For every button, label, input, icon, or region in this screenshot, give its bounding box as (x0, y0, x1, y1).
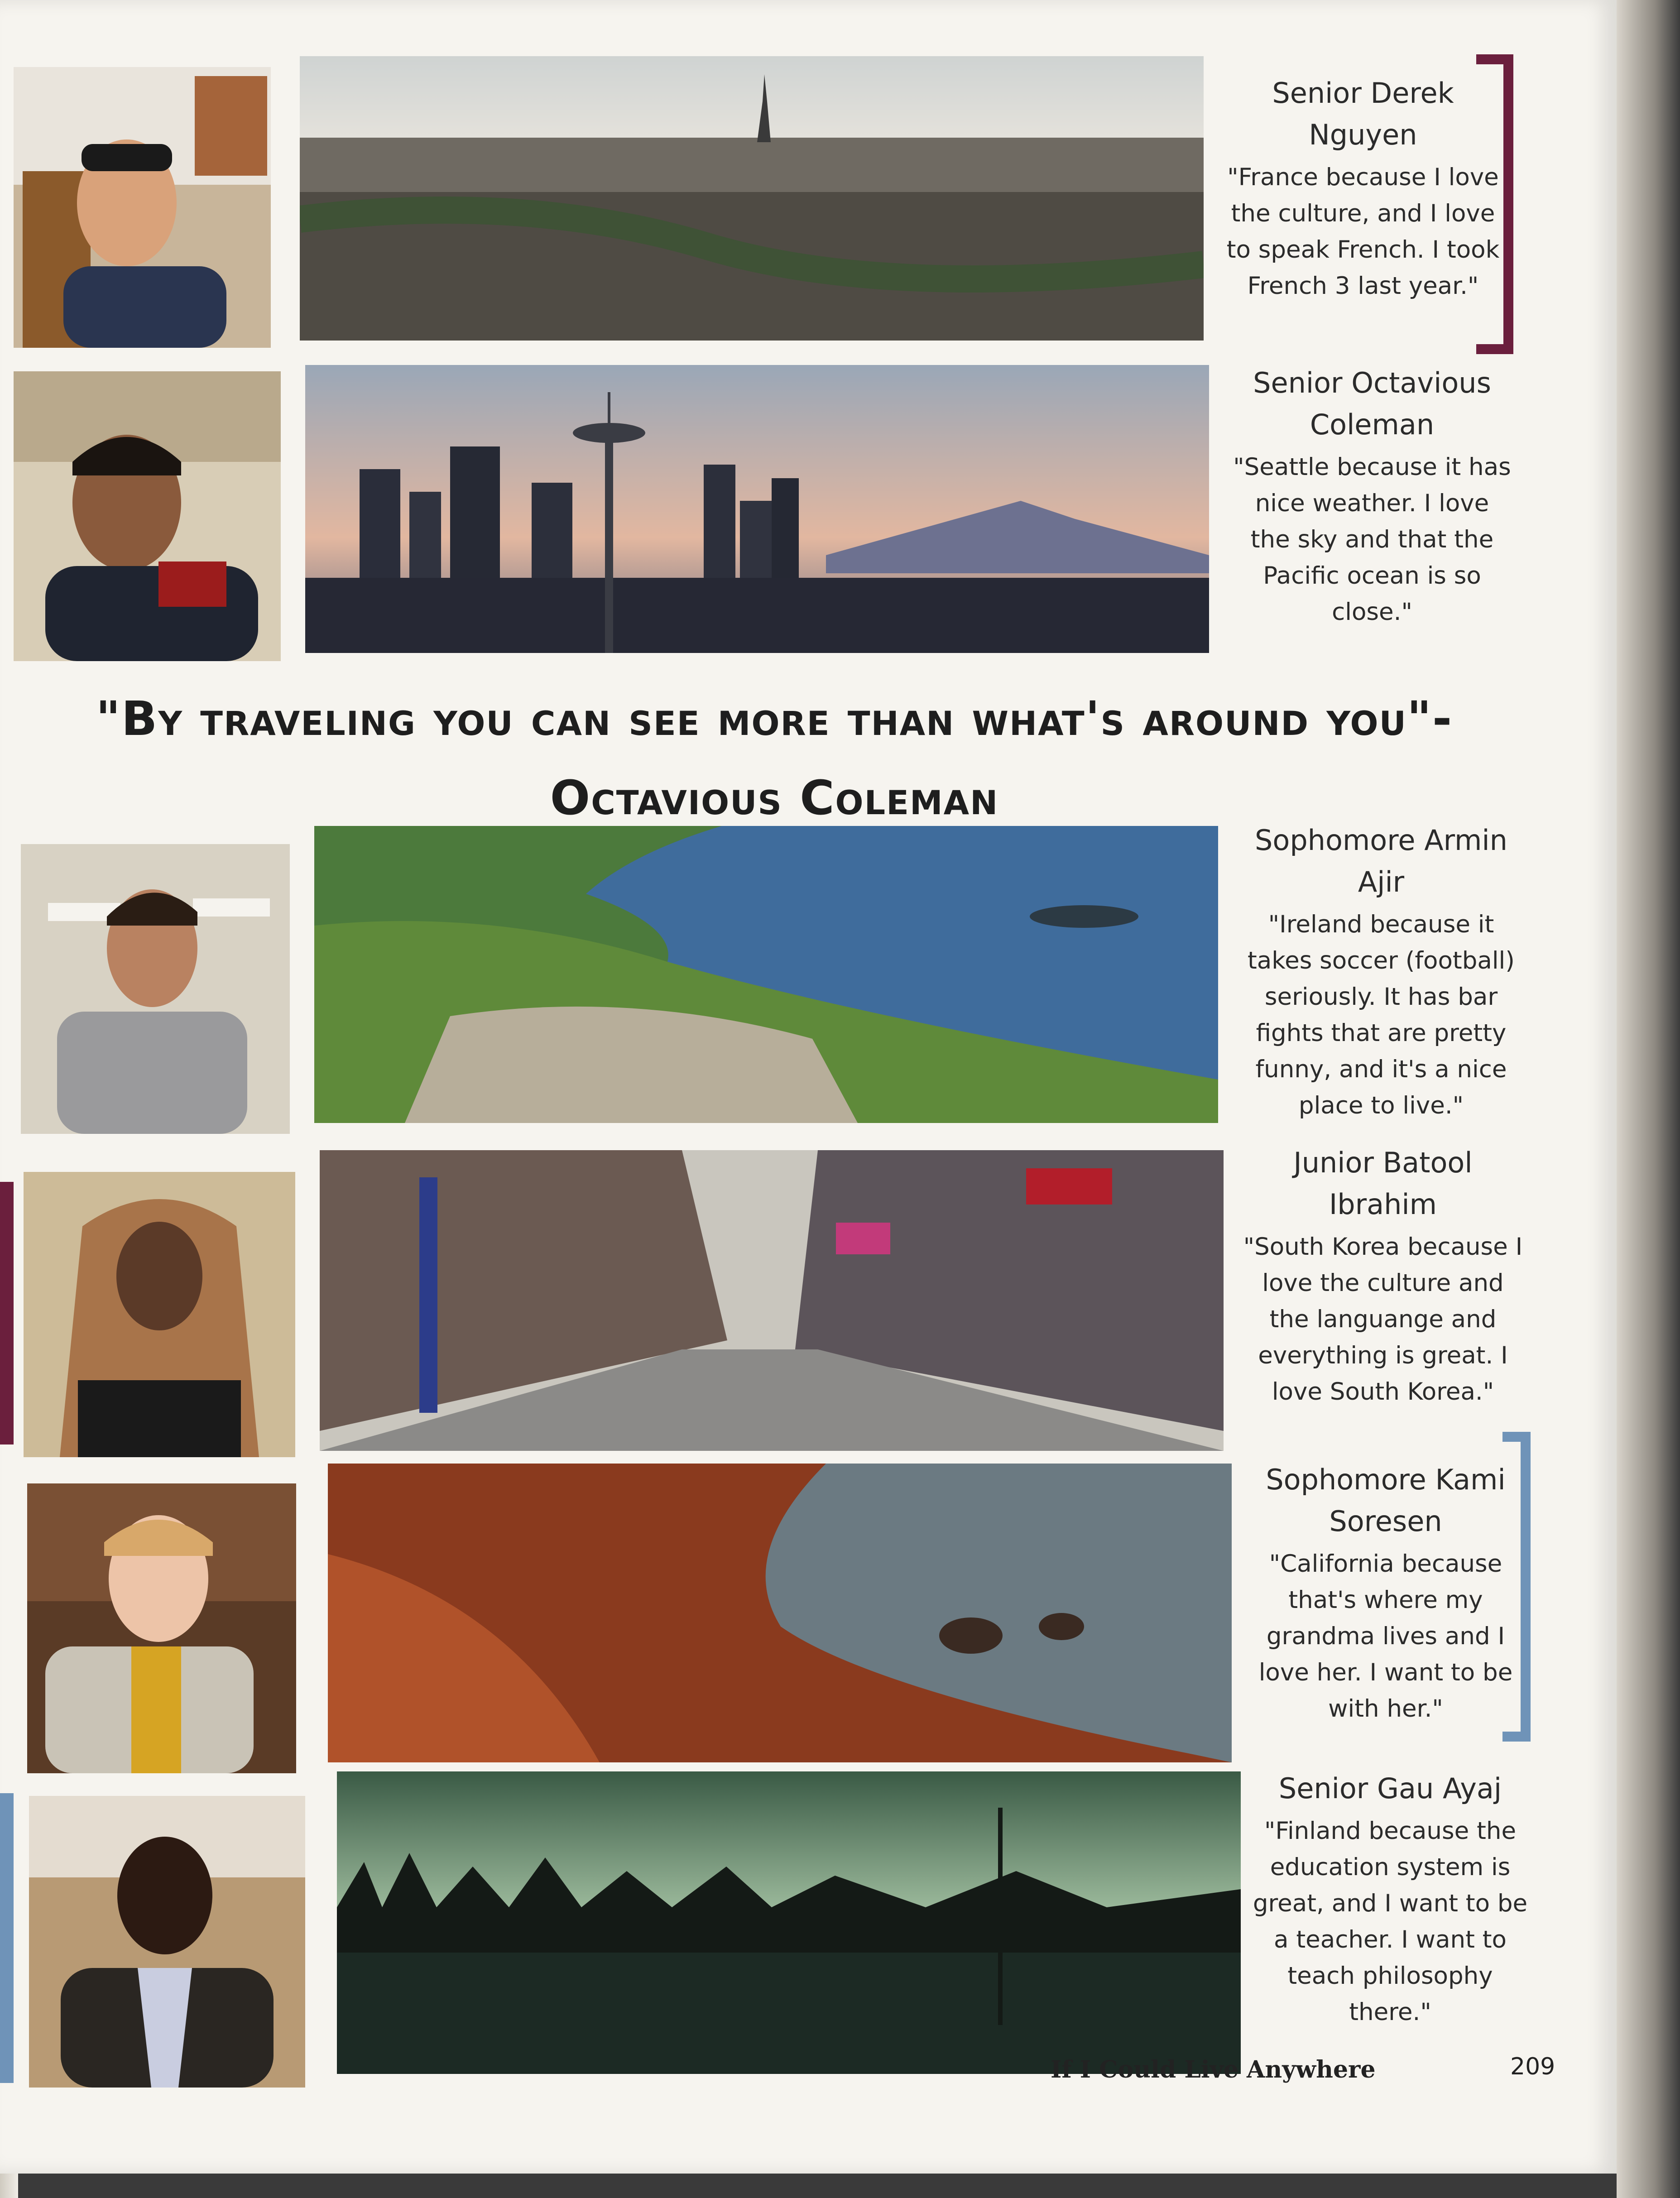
student-quote: "Ireland because it takes soccer (football) seriously. It has bar fights that are pretty funny, and it's a nice place to live." (1248, 911, 1515, 1119)
student-name: Senior Gau Ayaj (1278, 1772, 1502, 1805)
student-portrait-icon (24, 1172, 295, 1457)
scene-paris (300, 56, 1204, 341)
page-number: 209 (1510, 2053, 1555, 2080)
portrait-batool-ibrahim (24, 1172, 295, 1457)
portrait-kami-soresen (27, 1483, 296, 1773)
student-name: Sophomore Armin Ajir (1255, 824, 1507, 898)
page-edge (1617, 0, 1680, 2198)
student-portrait-icon (14, 371, 281, 661)
caption-kami-soresen (1245, 1459, 1526, 1727)
student-quote: "France because I love the culture, and I love to speak French. I took French 3 last year." (1226, 163, 1500, 300)
caption-armin-ajir (1241, 820, 1522, 1124)
portrait-derek-nguyen (14, 67, 271, 348)
student-portrait-icon (27, 1483, 296, 1773)
bracket-decoration (1476, 54, 1513, 354)
scene-ireland (314, 826, 1218, 1123)
scene-south-korea (320, 1150, 1224, 1451)
student-portrait-icon (14, 67, 271, 348)
portrait-octavious-coleman (14, 371, 281, 661)
facing-page-tab-maroon (0, 1182, 14, 1445)
student-name: Senior Octavious Coleman (1253, 366, 1491, 441)
pull-quote: "By traveling you can see more than what's around you"-Octavious Coleman (96, 691, 1453, 825)
student-name: Sophomore Kami Soresen (1266, 1463, 1506, 1538)
student-portrait-icon (21, 844, 290, 1134)
scene-finland (337, 1771, 1241, 2074)
bracket-decoration (1502, 1432, 1531, 1742)
seattle-skyline-with-space-needle-and-mount-rainier-icon (305, 365, 1209, 653)
scene-california (328, 1464, 1232, 1762)
scene-seattle (305, 365, 1209, 653)
caption-derek-nguyen (1223, 72, 1503, 304)
paris-cityscape-with-eiffel-tower-icon (300, 56, 1204, 341)
caption-octavious-coleman (1232, 362, 1512, 630)
south-korea-street-icon (320, 1150, 1224, 1451)
student-quote: "South Korea because I love the culture and the languange and everything is great. I love South Korea." (1243, 1233, 1523, 1406)
northern-lights-over-forest-icon (337, 1771, 1241, 2074)
irish-coastline-icon (314, 826, 1218, 1123)
student-name: Senior Derek Nguyen (1272, 77, 1454, 151)
california-coast-cliffs-icon (328, 1464, 1232, 1762)
section-title: If I Could Live Anywhere (1051, 2056, 1376, 2083)
student-name: Junior Batool Ibrahim (1293, 1146, 1473, 1221)
student-quote: "California because that's where my grandma lives and I love her. I want to be with her." (1258, 1550, 1513, 1723)
portrait-armin-ajir (21, 844, 290, 1134)
caption-gau-ayaj (1250, 1768, 1531, 2030)
facing-page-tab-blue (0, 1793, 14, 2083)
portrait-gau-ayaj (29, 1796, 305, 2088)
student-portrait-icon (29, 1796, 305, 2088)
student-quote: "Finland because the education system is great, and I want to be a teacher. I want to teach philosophy there." (1253, 1817, 1528, 2026)
caption-batool-ibrahim (1243, 1142, 1523, 1410)
student-quote: "Seattle because it has nice weather. I love the sky and that the Pacific ocean is so close." (1233, 453, 1511, 626)
